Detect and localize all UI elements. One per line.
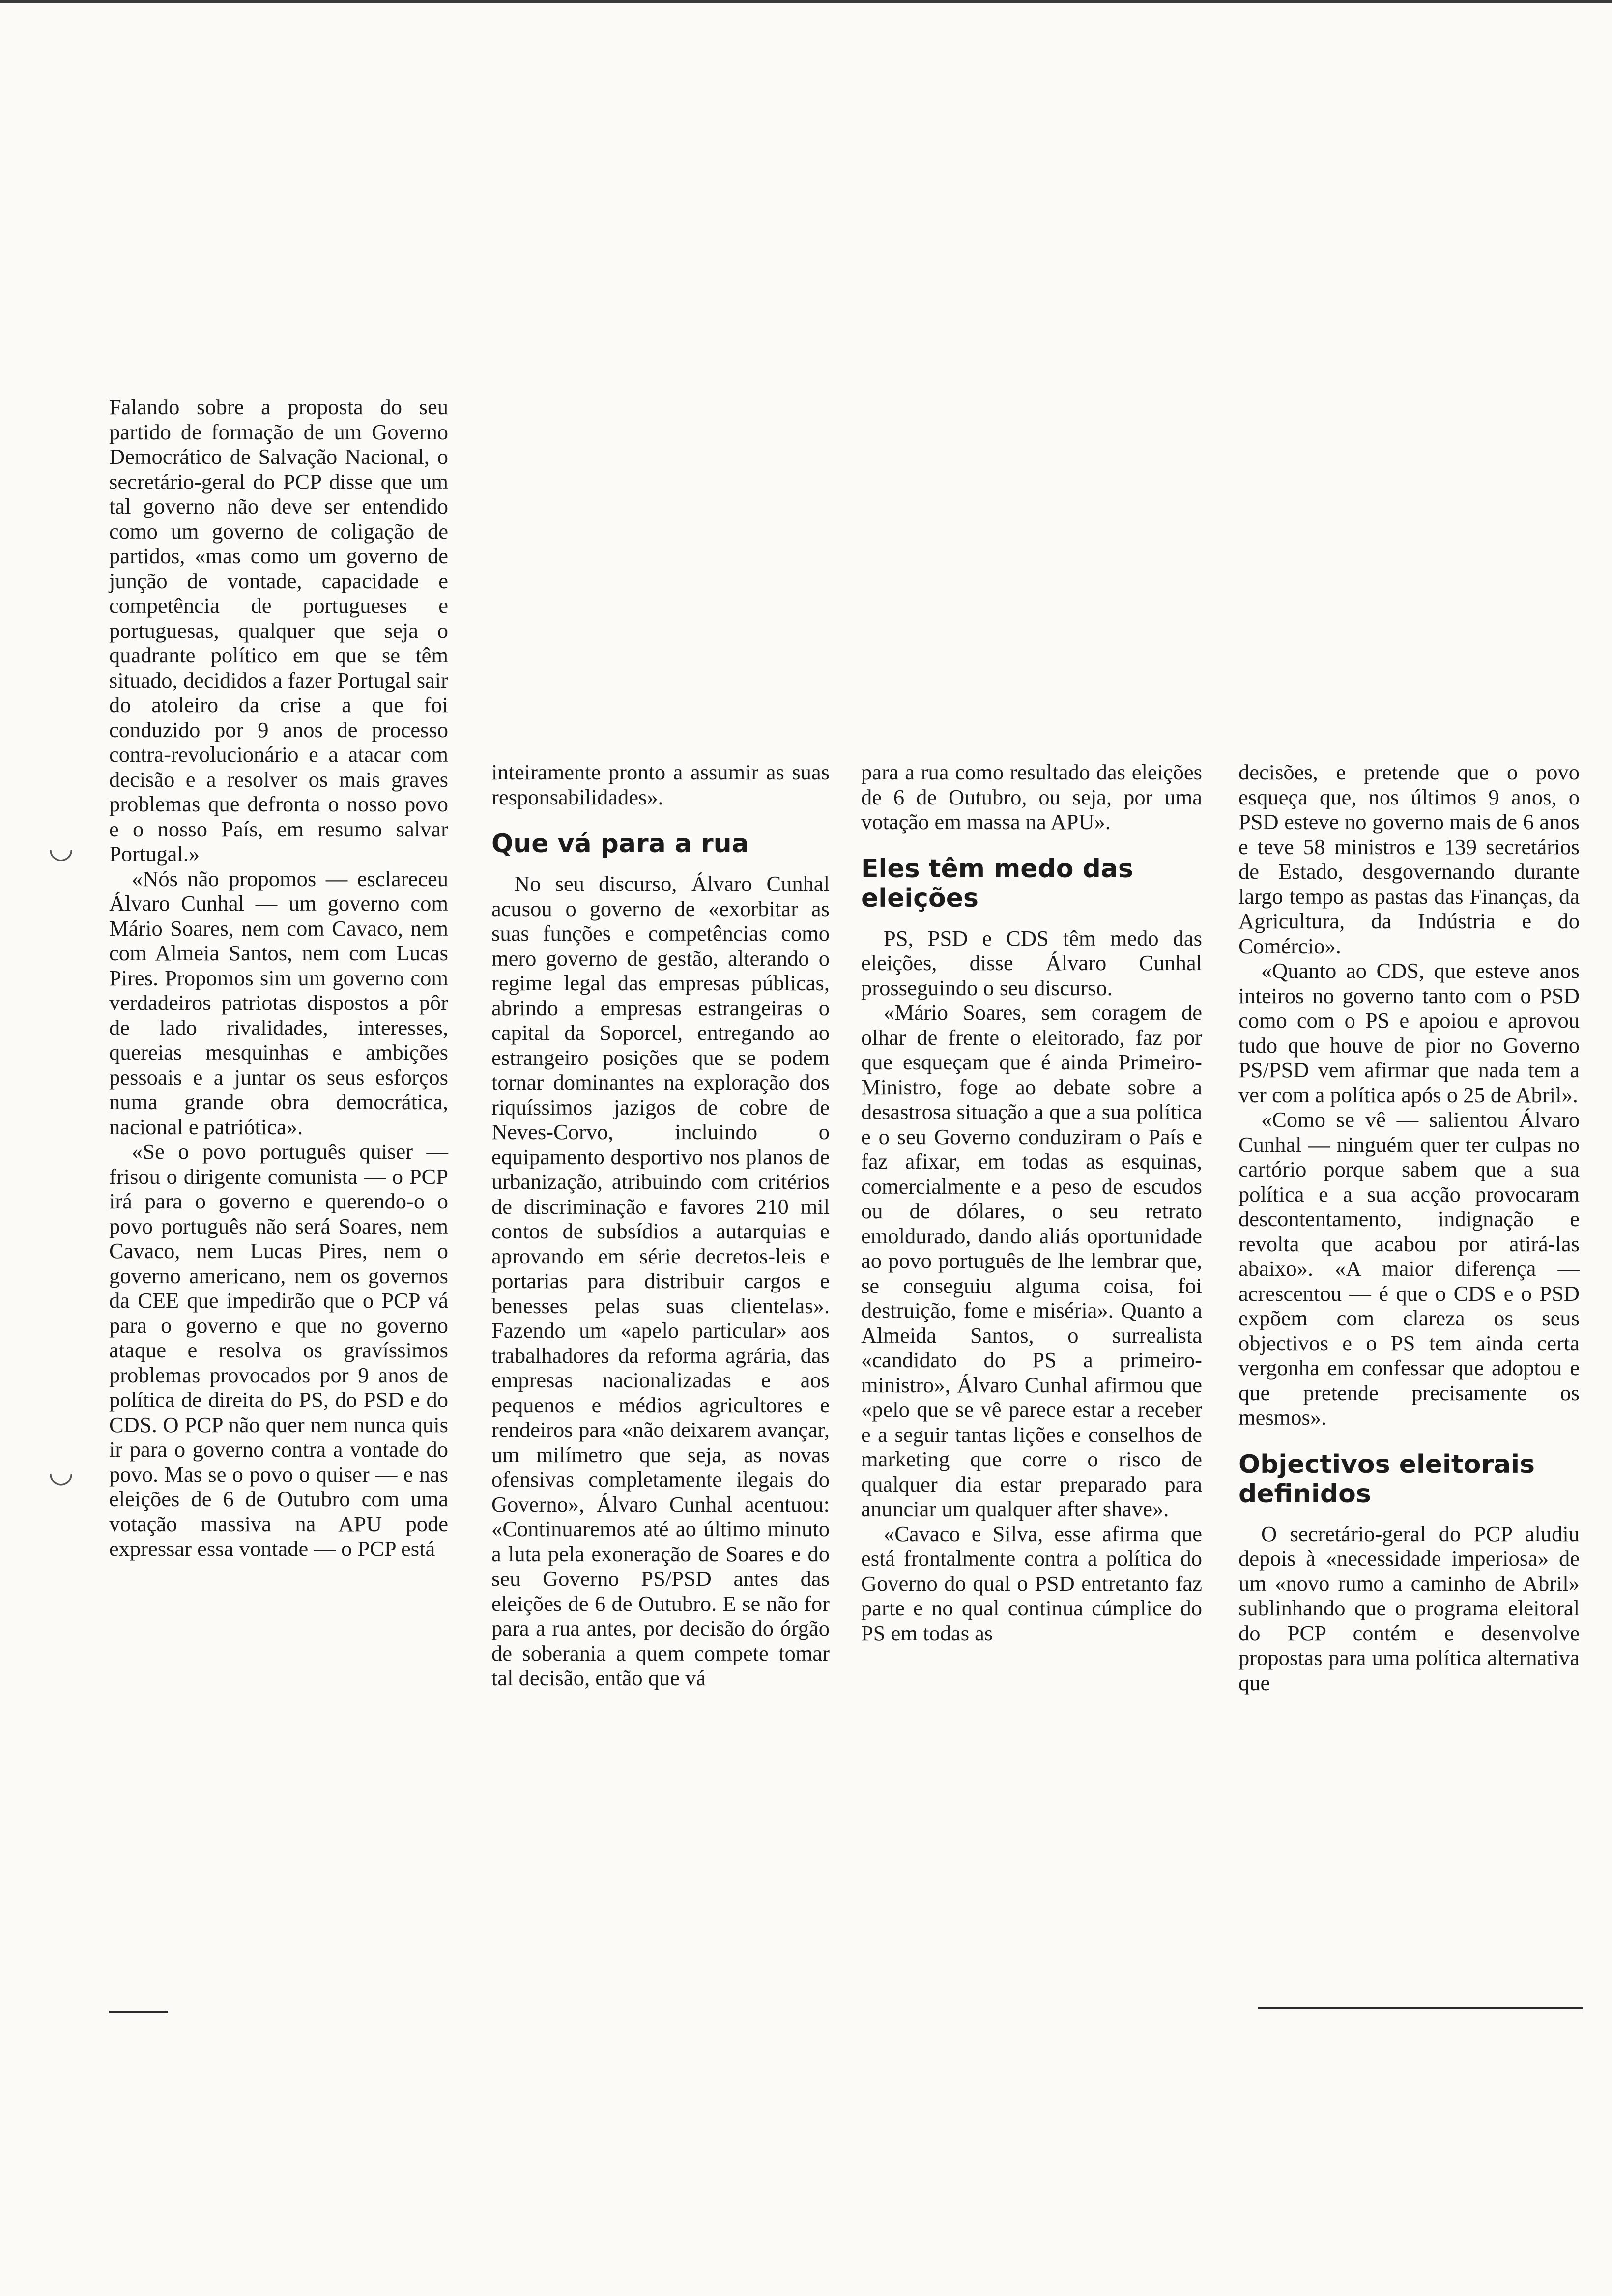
paragraph: Falando sobre a proposta do seu partido de formação de um Governo Democrático de Salvação Nacional, o secretário-geral do PCP disse que um tal governo não deve ser entendido como um governo de coligação de partidos, «mas como um governo de junção de vontade, capacidade e competência de portugueses e portuguesas, qualquer que seja o quadrante político em que se têm situado, decididos a fazer Portugal sair do atoleiro da crise a que foi conduzido por 9 anos de processo contra-revolucionário e a atacar com decisão e a resolver os mais graves problemas que defronta o nosso povo e o nosso País, em resumo salvar Portugal.» bbox=[109, 395, 448, 866]
paragraph: «Quanto ao CDS, que esteve anos inteiros no governo tanto com o PSD como com o PS e apoiou e aprovou tudo que houve de pior no Governo PS/PSD vem afirmar que nada tem a ver com a política após o 25 de Abril». bbox=[1238, 958, 1580, 1107]
paragraph: PS, PSD e CDS têm medo das eleições, disse Álvaro Cunhal prosseguindo o seu discurso. bbox=[861, 925, 1202, 1000]
paragraph: «Se o povo português quiser — frisou o dirigente comunista — o PCP irá para o governo e querendo-o o povo português não será Soares, nem Cavaco, nem Lucas Pires, nem o governo americano, nem os governos da CEE que impedirão que o PCP vá para o governo e que no governo ataque e resolva os gravíssimos problemas provocados por 9 anos de política de direita do PS, do PSD e do CDS. O PCP não quer nem nunca quis ir para o governo contra a vontade do povo. Mas se o povo o quiser — e nas eleições de 6 de Outubro com uma votação massiva na APU pode expressar essa vontade — o PCP está bbox=[109, 1139, 448, 1561]
article-column-3 bbox=[861, 760, 1202, 1645]
paragraph: para a rua como resultado das eleições de 6 de Outubro, ou seja, por uma votação em massa na APU». bbox=[861, 760, 1202, 834]
paragraph: O secretário-geral do PCP aludiu depois à «necessidade imperiosa» de um «novo rumo a caminho de Abril» sublinhando que o programa eleitoral do PCP contém e desenvolve propostas para uma política alternativa que bbox=[1238, 1521, 1580, 1695]
article-column-2 bbox=[491, 760, 830, 1691]
paragraph: «Mário Soares, sem coragem de olhar de frente o eleitorado, faz por que esqueçam que é ainda Primeiro-Ministro, foge ao debate sobre a desastrosa situação a que a sua política e o seu Governo conduziram o País e faz afixar, em todas as esquinas, comercialmente e a peso de escudos ou de dólares, o seu retrato emoldurado, dando aliás oportunidade ao povo português de lhe lembrar que, se conseguiu alguma coisa, foi destruição, fome e miséria». Quanto a Almeida Santos, o surrealista «candidato do PS a primeiro-ministro», Álvaro Cunhal afirmou que «pelo que se vê parece estar a receber e a seguir tantas lições e conselhos de marketing que corre o risco de qualquer dia estar preparado para anunciar um qualquer after shave». bbox=[861, 1000, 1202, 1521]
article-column-1 bbox=[109, 395, 448, 1561]
column-end-rule-4 bbox=[1258, 2007, 1583, 2009]
paragraph: «Como se vê — salientou Álvaro Cunhal — ninguém quer ter culpas no cartório porque sabem que a sua política e a sua acção provocaram descontentamento, indignação e revolta que acabou por atirá-las abaixo». «A maior diferença — acrescentou — é que o CDS e o PSD expõem com clareza os seus objectivos e o PS tem ainda certa vergonha em confessar que adoptou e que pretende precisamente os mesmos». bbox=[1238, 1107, 1580, 1430]
page-top-rule bbox=[0, 0, 1612, 3]
paragraph: «Cavaco e Silva, esse afirma que está frontalmente contra a política do Governo do qual o PSD entretanto faz parte e no qual continua cúmplice do PS em todas as bbox=[861, 1521, 1202, 1645]
section-heading: Objectivos eleitorais definidos bbox=[1238, 1449, 1535, 1509]
column-end-rule-1 bbox=[109, 2011, 168, 2013]
paragraph: «Nós não propomos — esclareceu Álvaro Cunhal — um governo com Mário Soares, nem com Cavaco, nem com Almeia Santos, nem com Lucas Pires. Propomos sim um governo com verdadeiros patriotas dispostos a pôr de lado rivalidades, interesses, quereias mesquinhas e ambições pessoais e a juntar os seus esforços numa grande obra democrática, nacional e patriótica». bbox=[109, 866, 448, 1139]
section-heading: Eles têm medo das eleições bbox=[861, 854, 1133, 913]
paragraph: decisões, e pretende que o povo esqueça que, nos últimos 9 anos, o PSD esteve no governo mais de 6 anos e teve 58 ministros e 139 secretários de Estado, desgovernando durante largo tempo as pastas das Finanças, da Agricultura, da Indústria e do Comércio». bbox=[1238, 760, 1580, 958]
paragraph: inteiramente pronto a assumir as suas responsabilidades». bbox=[491, 760, 830, 809]
paragraph: No seu discurso, Álvaro Cunhal acusou o governo de «exorbitar as suas funções e competências como mero governo de gestão, alterando o regime legal das empresas públicas, abrindo a empresas estrangeiras o capital da Soporcel, entregando ao estrangeiro posições que se podem tornar dominantes na exploração dos riquíssimos jazigos de cobre de Neves-Corvo, incluindo o equipamento desportivo nos planos de urbanização, atribuindo com critérios de discriminação e favores 210 mil contos de subsídios a autarquias e aprovando em série decretos-leis e portarias para distribuir cargos e benesses pelas suas clientelas». Fazendo um «apelo particular» aos trabalhadores da reforma agrária, das empresas nacionalizadas e aos pequenos e médios agricultores e rendeiros para «não deixarem avançar, um milímetro que seja, as novas ofensivas completamente ilegais do Governo», Álvaro Cunhal acentuou: «Continuaremos até ao último minuto a luta pela exoneração de Soares e do seu Governo PS/PSD antes das eleições de 6 de Outubro. E se não for para a rua antes, por decisão do órgão de soberania a quem compete tomar tal decisão, então que vá bbox=[491, 871, 830, 1690]
section-heading: Que vá para a rua bbox=[491, 829, 749, 859]
article-column-4 bbox=[1238, 760, 1580, 1695]
margin-mark: ◡ bbox=[48, 832, 74, 864]
margin-mark: ◡ bbox=[48, 1456, 74, 1488]
